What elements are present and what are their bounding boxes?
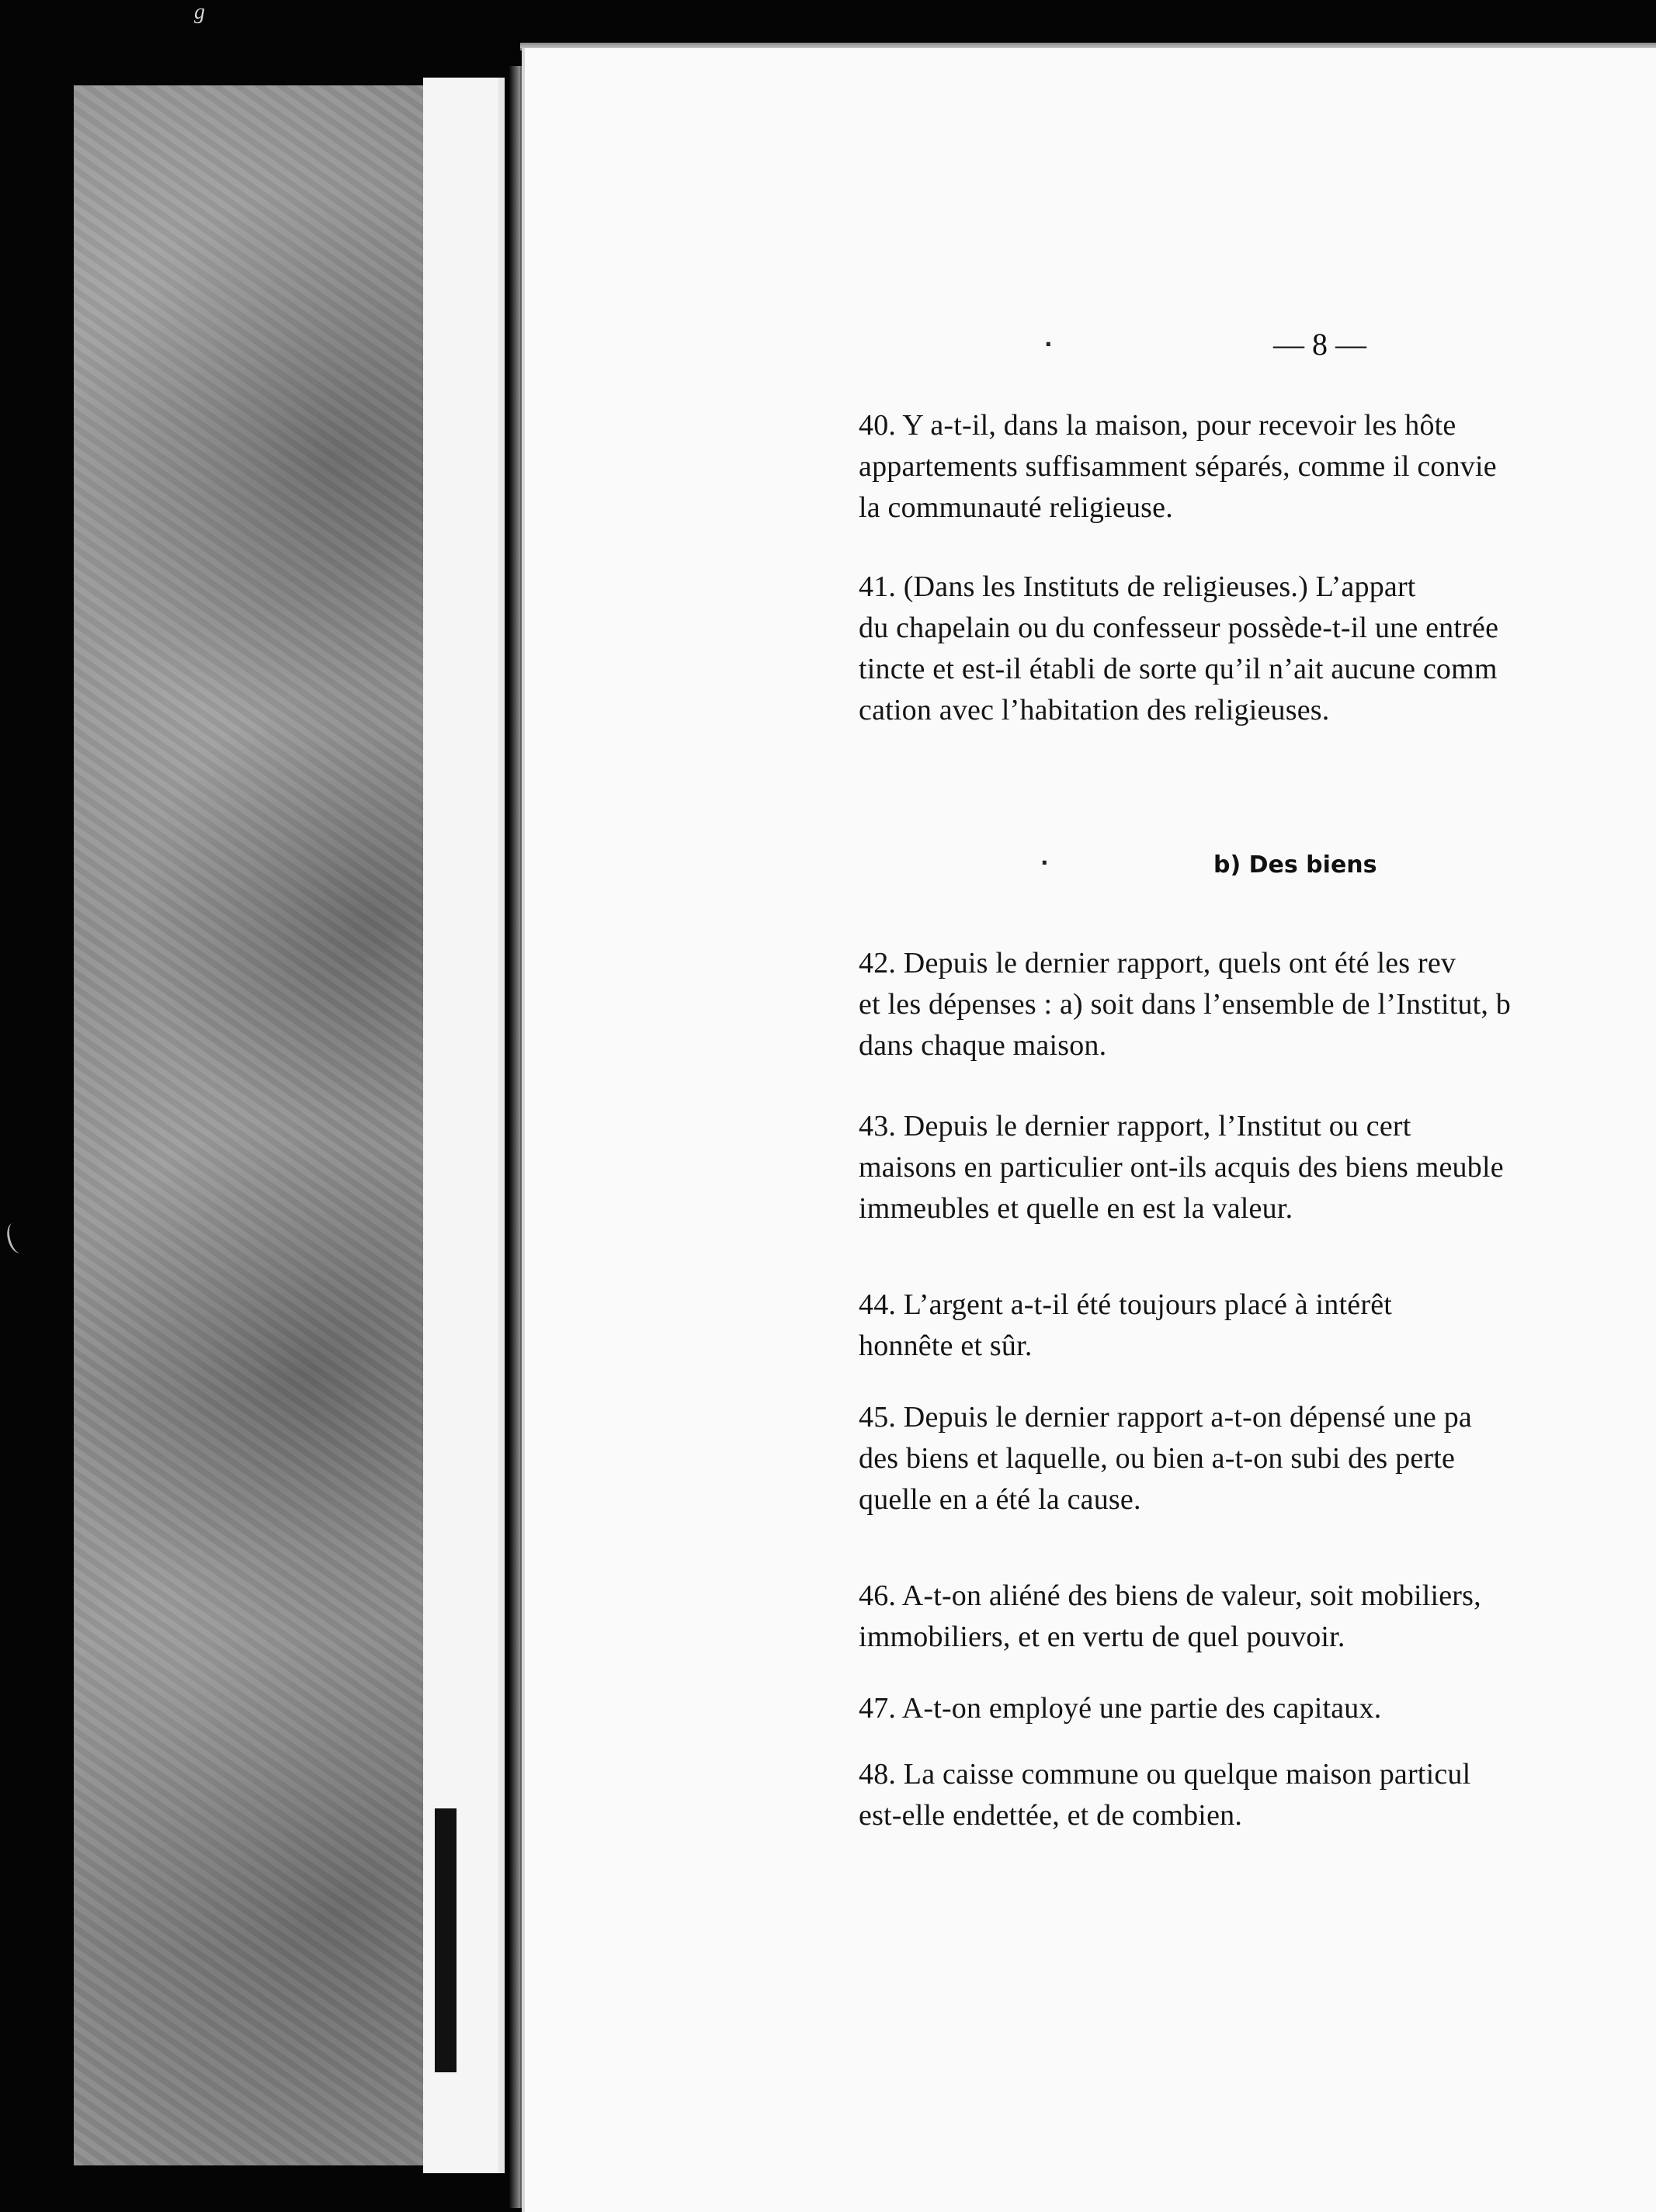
mottled-background-texture	[74, 85, 439, 2165]
paragraph-41-line-3: tincte et est-il établi de sorte qu’il n’ait aucune comm	[859, 653, 1498, 685]
paragraph-44-line-1: 44. L’argent a-t-il été toujours placé à intérêt	[859, 1288, 1393, 1321]
section-heading: b) Des biens	[1213, 851, 1377, 879]
paragraph-41	[859, 567, 1498, 731]
paragraph-43-line-3: immeubles et quelle en est la valeur.	[859, 1192, 1293, 1225]
paragraph-43-line-1: 43. Depuis le dernier rapport, l’Institut ou cert	[859, 1110, 1411, 1142]
paragraph-46-line-1: 46. A-t-on aliéné des biens de valeur, soit mobiliers,	[859, 1579, 1481, 1612]
paragraph-40-line-1: 40. Y a-t-il, dans la maison, pour recevoir les hôte	[859, 409, 1456, 442]
paragraph-43-line-2: maisons en particulier ont-ils acquis des biens meuble	[859, 1151, 1504, 1184]
paragraph-42-line-2: et les dépenses : a) soit dans l’ensemble de l’Institut, b	[859, 988, 1512, 1021]
paragraph-40-line-3: la communauté religieuse.	[859, 491, 1173, 524]
paragraph-41-line-4: cation avec l’habitation des religieuses.	[859, 694, 1330, 726]
paragraph-48-line-2: est-elle endettée, et de combien.	[859, 1799, 1243, 1832]
back-sheet-shadow	[435, 1808, 457, 2072]
corner-handwritten-mark: g	[194, 0, 205, 24]
paragraph-45-line-3: quelle en a été la cause.	[859, 1483, 1141, 1516]
ink-speck: .	[1040, 844, 1049, 870]
paragraph-46	[859, 1576, 1481, 1658]
paragraph-44	[859, 1285, 1392, 1367]
paragraph-40-line-2: appartements suffisamment séparés, comme il convie	[859, 450, 1497, 483]
page-number: — 8 —	[1273, 327, 1366, 362]
paragraph-42-line-3: dans chaque maison.	[859, 1029, 1107, 1062]
paragraph-42	[859, 943, 1511, 1066]
paragraph-42-line-1: 42. Depuis le dernier rapport, quels ont été les rev	[859, 947, 1456, 979]
paragraph-45-line-2: des biens et laquelle, ou bien a-t-on subi des perte	[859, 1442, 1456, 1475]
paragraph-44-line-2: honnête et sûr.	[859, 1330, 1033, 1362]
paragraph-46-line-2: immobiliers, et en vertu de quel pouvoir.	[859, 1621, 1345, 1653]
paragraph-47-line-1: 47. A-t-on employé une partie des capitaux.	[859, 1692, 1382, 1725]
paragraph-48	[859, 1754, 1470, 1836]
paragraph-43	[859, 1106, 1504, 1229]
paragraph-47	[859, 1688, 1381, 1729]
paragraph-45	[859, 1397, 1472, 1520]
ink-speck: .	[1044, 326, 1053, 352]
left-edge-curve-mark	[4, 1221, 30, 1256]
paragraph-40	[859, 405, 1497, 529]
paragraph-41-line-1: 41. (Dans les Instituts de religieuses.) L’appart	[859, 570, 1416, 603]
paragraph-48-line-1: 48. La caisse commune ou quelque maison particul	[859, 1758, 1471, 1791]
paragraph-41-line-2: du chapelain ou du confesseur possède-t-il une entrée	[859, 612, 1499, 644]
paragraph-45-line-1: 45. Depuis le dernier rapport a-t-on dépensé une pa	[859, 1401, 1472, 1434]
